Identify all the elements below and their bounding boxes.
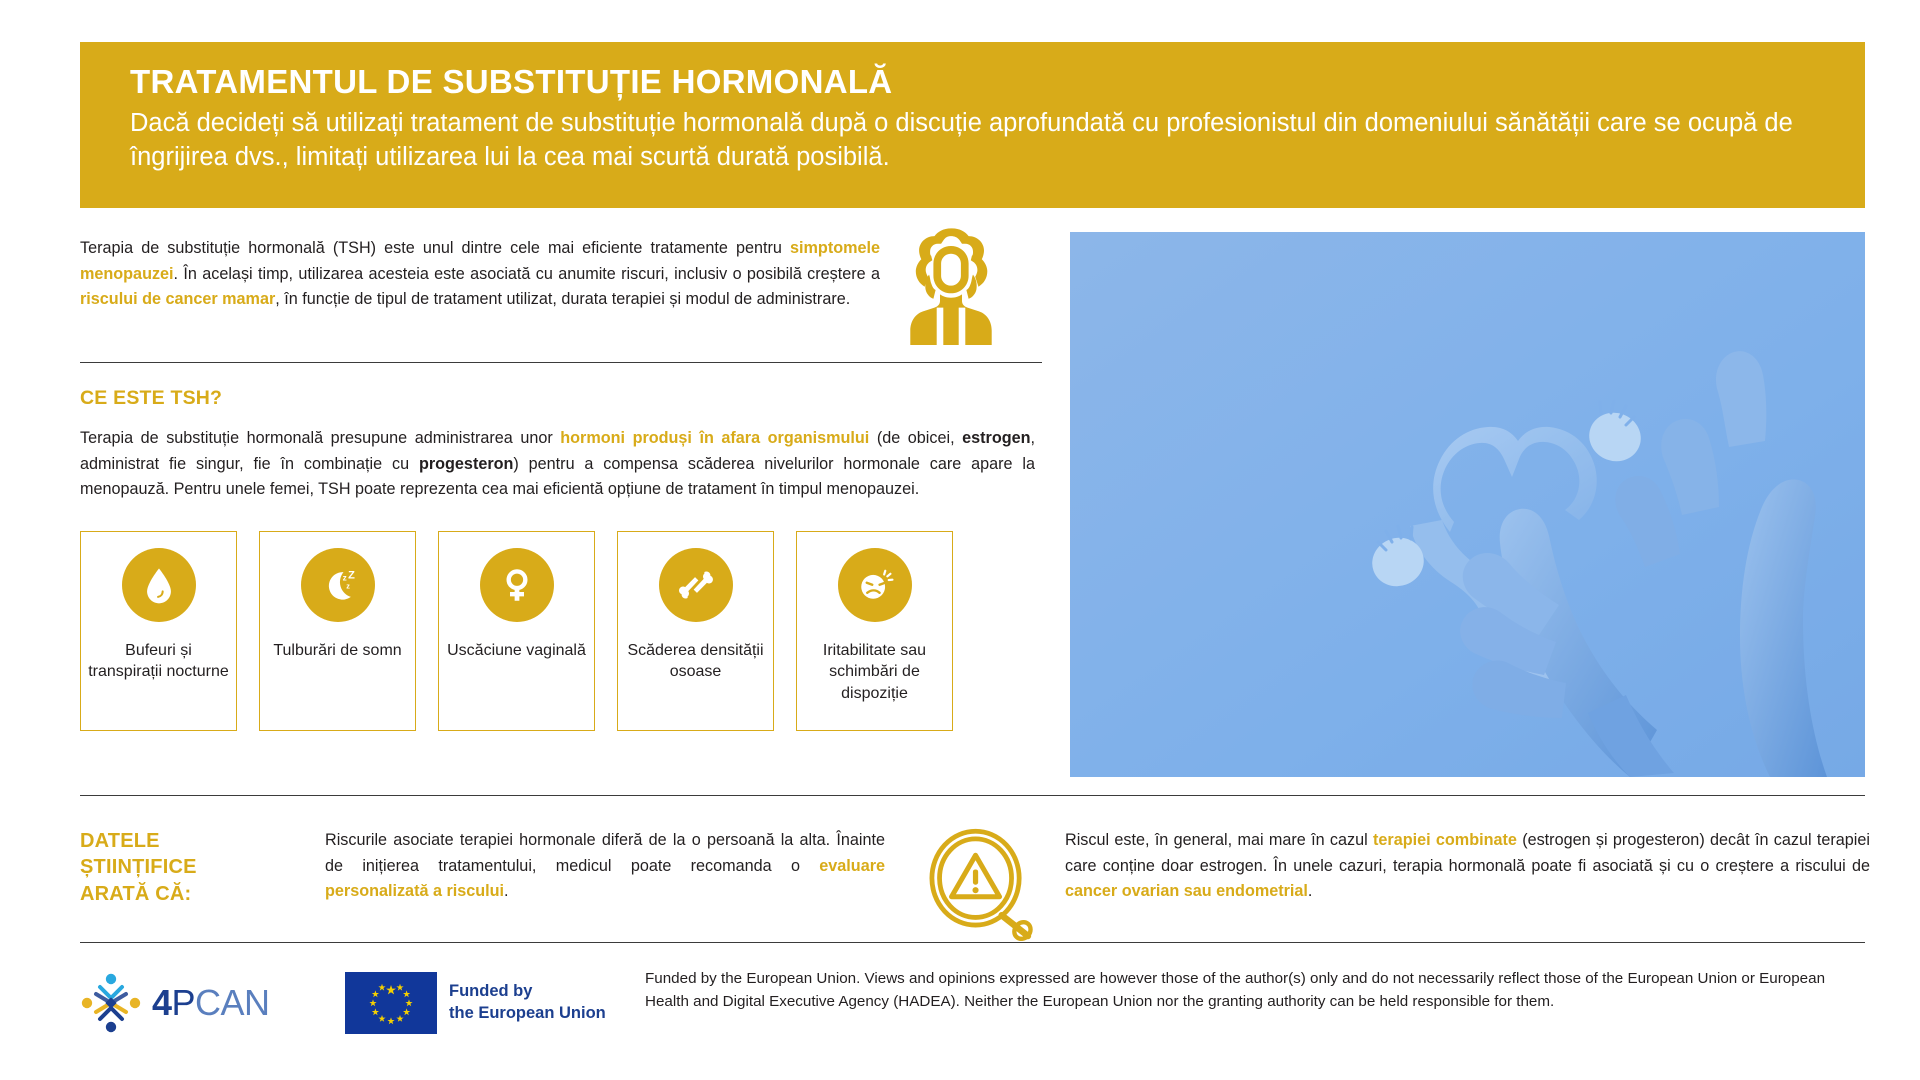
intro-text-a: Terapia de substituție hormonală (TSH) este unul dintre cele mai eficiente tratamente pentru <box>80 239 791 257</box>
eu-funding-line2: the European Union <box>449 1004 606 1022</box>
svg-text:z: z <box>345 581 350 591</box>
evidence-left-highlight: evaluare personalizată a riscului <box>325 856 885 901</box>
logo-can: CAN <box>195 982 270 1023</box>
page-title: TRATAMENTUL DE SUBSTITUȚIE HORMONALĂ <box>130 63 893 100</box>
section-title-what-is-hrt: CE ESTE TSH? <box>80 387 223 409</box>
header-subtitle: Dacă decideți să utilizați tratament de substituție hormonală după o discuție aprofundată cu profesionistul din domeniului sănătății care se ocupă de îngrijirea dvs., limitați utilizarea lui la cea mai scurtă durată posibilă. <box>130 109 1793 171</box>
evidence-left-text-a: Riscurile asociate terapiei hormonale diferă de la o persoană la alta. Înainte de inițierea tratamentului, medicul poate recomanda o <box>325 831 885 875</box>
evidence-label: DATELE ȘTIINȚIFICE ARATĂ CĂ: <box>80 830 197 905</box>
bone-icon <box>659 548 733 622</box>
symptom-card-mood <box>796 531 953 731</box>
symptom-card-bone-density <box>617 531 774 731</box>
svg-text:Z: Z <box>347 569 355 582</box>
section-bold-estrogen: estrogen <box>962 429 1031 447</box>
symptom-card-sleep <box>259 531 416 731</box>
4pcan-logo <box>80 972 330 1034</box>
section-highlight-hormones: hormoni produși în afara organismului <box>560 429 870 447</box>
symptom-card-hot-flashes <box>80 531 237 731</box>
moon-sleep-icon <box>301 548 375 622</box>
symptom-card-label: Bufeuri și transpirații nocturne <box>88 641 229 681</box>
footer <box>80 972 1870 1034</box>
symptom-card-label: Scăderea densității osoase <box>627 641 764 681</box>
evidence-right-text-a: Riscul este, în general, mai mare în cazul <box>1065 831 1374 849</box>
symptom-card-vaginal-dryness <box>438 531 595 731</box>
svg-text:z: z <box>342 573 347 583</box>
intro-text-b: . În același timp, utilizarea acesteia este asociată cu anumite riscuri, inclusiv o posibilă creștere a <box>173 264 880 283</box>
intro-text-c: , în funcție de tipul de tratament utilizat, durata terapiei și modul de administrare. <box>275 290 851 309</box>
angry-face-icon <box>838 548 912 622</box>
evidence-right-text-c: . <box>1307 882 1313 901</box>
evidence-left-paragraph <box>325 828 885 905</box>
evidence-right-highlight-combined: terapiei combinate <box>1373 831 1517 849</box>
water-drop-icon <box>122 548 196 622</box>
warning-magnifier-icon <box>921 828 1041 933</box>
logo-four: 4 <box>152 982 172 1023</box>
evidence-right-paragraph <box>1057 828 1870 905</box>
intro-highlight-breast-cancer: riscului de cancer mamar <box>80 290 276 309</box>
divider-1 <box>80 362 1042 363</box>
funding-disclaimer: Funded by the European Union. Views and opinions expressed are however those of the author(s) only and do not necessarily reflect those of the European Union or European Health and Digital Executive Agency (HADEA). Neither the European Union nor the granting authority can be held responsible for them. <box>645 970 1826 1010</box>
left-content-column <box>80 232 1042 731</box>
4pcan-mark-icon <box>80 972 142 1034</box>
hands-uterus-photo <box>1070 232 1865 777</box>
section-paragraph <box>80 426 1035 503</box>
woman-icon <box>896 224 1006 344</box>
section-text-b: (de obicei, <box>869 429 963 447</box>
eu-funding-text <box>449 981 606 1025</box>
female-symbol-icon <box>480 548 554 622</box>
logo-p: P <box>171 982 196 1023</box>
intro-highlight-symptoms: simptomele menopauzei <box>80 239 880 283</box>
symptom-cards-row <box>80 531 1042 731</box>
symptom-card-label: Tulburări de somn <box>273 641 402 659</box>
section-text-a: Terapia de substituție hormonală presupune administrarea unor <box>80 429 561 447</box>
eu-flag-icon <box>345 972 437 1034</box>
header-banner <box>80 42 1865 208</box>
intro-paragraph <box>80 232 880 313</box>
eu-funding-line1: Funded by <box>449 982 533 1001</box>
evidence-left-text-b: . <box>504 882 509 901</box>
evidence-right-text-b: (estrogen și progesteron) decât în cazul terapiei care conține doar estrogen. În unele cazuri, terapia hormonală poate fi asociată și cu o creștere a riscului de <box>1065 831 1870 875</box>
intro-row <box>80 232 1042 344</box>
section-bold-progesterone: progesteron <box>418 454 514 473</box>
4pcan-wordmark <box>152 982 270 1024</box>
divider-2 <box>80 795 1865 796</box>
symptom-card-label: Uscăciune vaginală <box>447 641 586 659</box>
evidence-band <box>80 828 1870 933</box>
section-text-c: , administrat fie singur, fie în combinație cu <box>80 429 1035 473</box>
symptom-card-label: Iritabilitate sau schimbări de dispoziție <box>822 641 927 702</box>
evidence-right-highlight-cancer: cancer ovarian sau endometrial <box>1065 882 1308 901</box>
eu-funding-logo <box>345 972 635 1034</box>
divider-3 <box>80 942 1865 943</box>
section-text-d: ) pentru a compensa scăderea nivelurilor hormonale care apare la menopauză. Pentru unele femei, TSH poate reprezenta cea mai eficientă opțiune de tratament în timpul menopauzei. <box>80 454 1035 499</box>
